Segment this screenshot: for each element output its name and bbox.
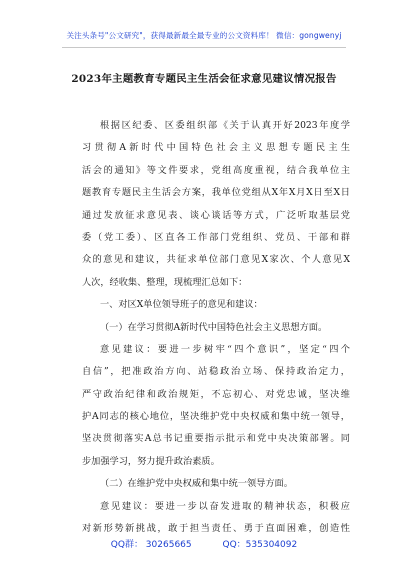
subsection-heading: （一）在学习贯彻A新时代中国特色社会主义思想方面。: [100, 321, 328, 333]
footer-qq-group: QQ群： 30265665: [110, 540, 192, 550]
paragraph-line: 意见建议：要进一步以奋发进取的精神状态，积极应: [100, 500, 350, 512]
paragraph-line: 步加强学习，努力提升政治素质。: [82, 455, 220, 467]
header-divider: [62, 47, 346, 48]
subsection-heading: （二）在维护党中央权威和集中统一领导方面。: [100, 478, 293, 490]
section-heading: 一、对区X单位领导班子的意见和建议：: [100, 299, 263, 311]
paragraph-line: 坚决贯彻落实A总书记重要指示批示和党中央决策部署。同: [82, 433, 350, 445]
document-title: 2023年主题教育专题民主生活会征求意见建议情况报告: [71, 73, 337, 85]
header-banner: 关注头条号"公文研究"，获得最新最全最专业的公文资料库！ 微信：gongwenyj: [66, 31, 342, 40]
paragraph-line: 对新形势新挑战，敢于担当责任、勇于直面困难，创造性: [82, 523, 350, 535]
paragraph-line: 委（党工委）、区直各工作部门党组织、党员、干部和群: [82, 231, 350, 243]
paragraph-line: 意见建议：要进一步树牢“四个意识”，坚定“四个: [100, 343, 350, 355]
paragraph-line: 习贯彻A新时代中国特色社会主义思想专题民主生: [82, 142, 350, 154]
paragraph-line: 人次，经收集、整理，现梳理汇总如下：: [82, 276, 248, 288]
document-body: [82, 115, 350, 540]
paragraph-line: 活会的通知》等文件要求，党组高度重视，结合我单位主: [82, 164, 350, 176]
paragraph-line: 众的意见和建议，共征求单位部门意见X家次、个人意见X: [82, 254, 350, 266]
paragraph-line: 严守政治纪律和政治规矩，不忘初心、对党忠诚，坚决维: [82, 388, 350, 400]
footer-contact: [0, 537, 408, 550]
paragraph-line: 根据区纪委、区委组织部《关于认真开好2023年度学: [100, 120, 350, 131]
paragraph-line: 题教育专题民主生活会方案，我单位党组从X年X月X日至X日: [82, 187, 350, 199]
paragraph-line: 护A同志的核心地位，坚决维护党中央权威和集中统一领导，: [82, 411, 350, 423]
footer-qq: QQ：535304092: [222, 540, 298, 550]
paragraph-line: 通过发放征求意见表、谈心谈话等方式，广泛听取基层党: [82, 209, 350, 221]
paragraph-line: 自信”，把准政治方向、站稳政治立场、保持政治定力，: [82, 366, 350, 378]
